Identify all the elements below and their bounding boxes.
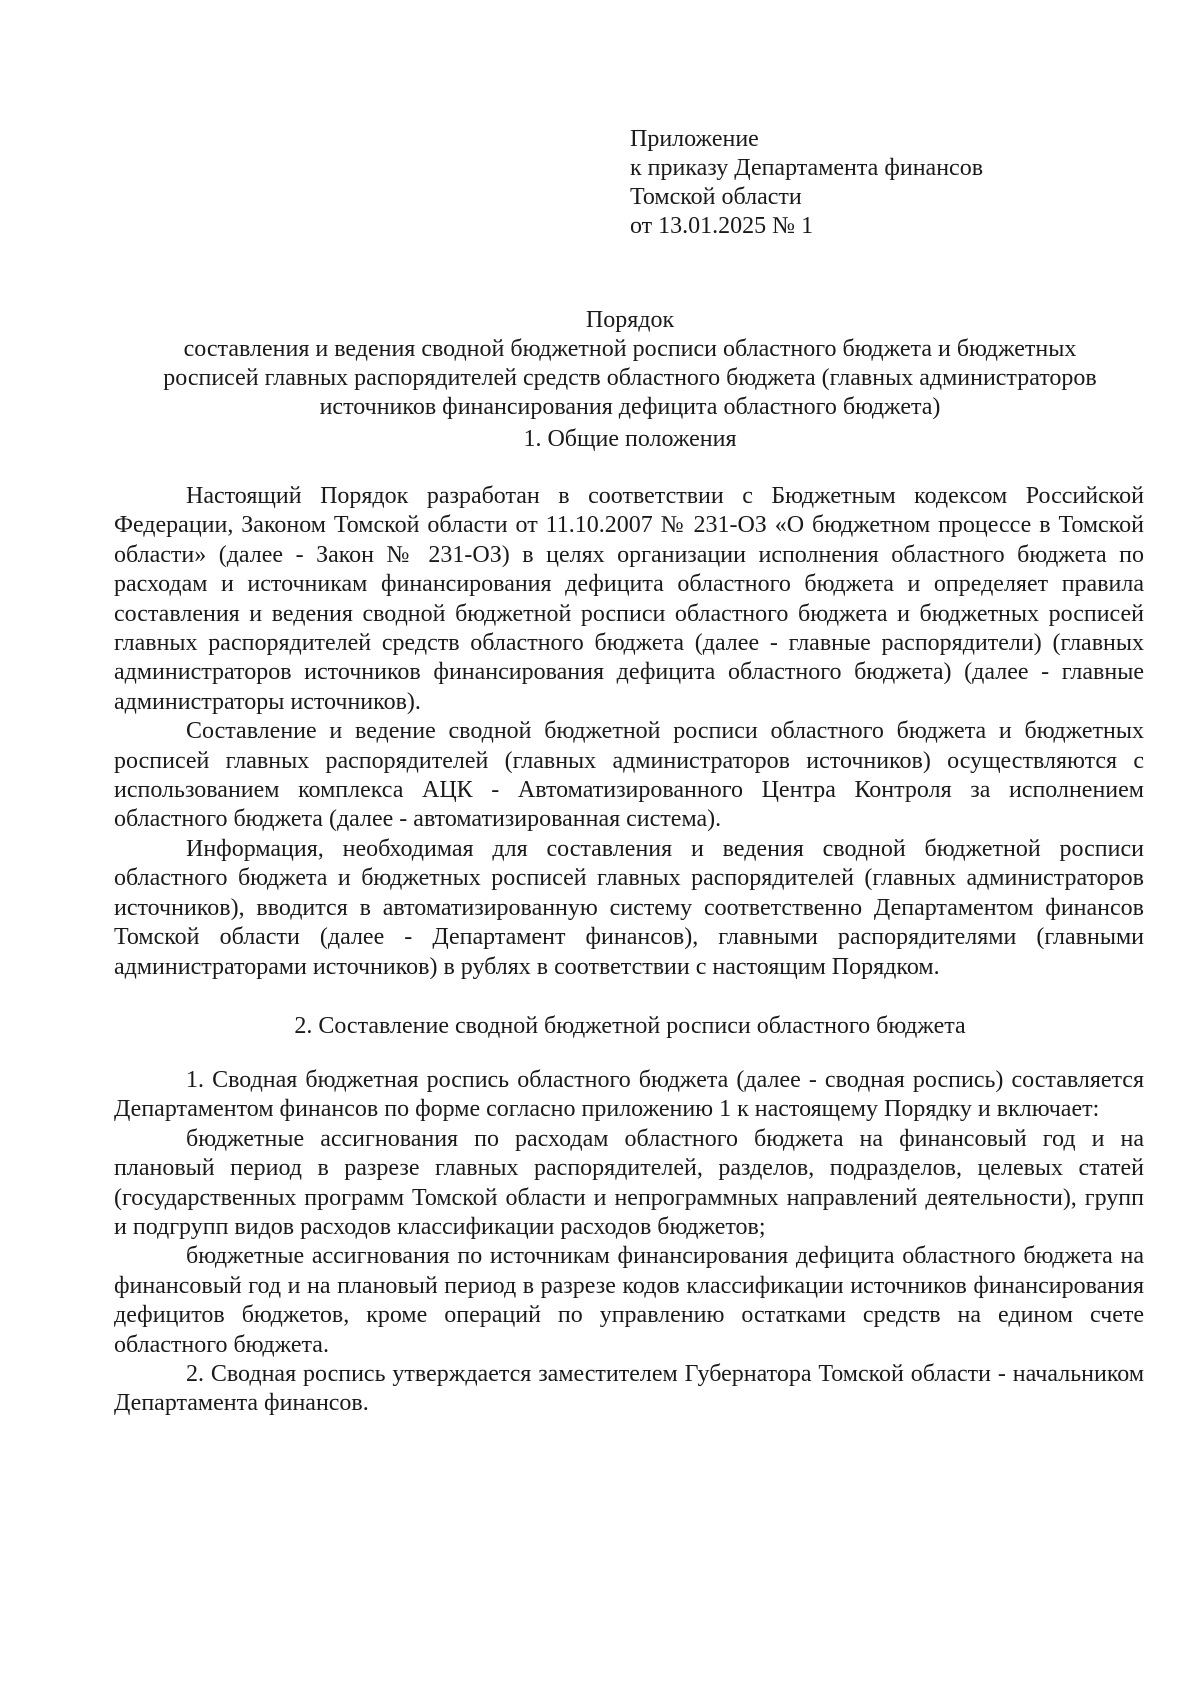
section-2-body — [114, 1066, 1144, 1419]
section-2-paragraph-1: 1. Сводная бюджетная роспись областного бюджета (далее - сводная роспись) составляется Департаментом финансов по форме согласно приложению 1 к настоящему Порядку и включает: — [114, 1067, 1144, 1123]
appendix-line-4: от 13.01.2025 № 1 — [630, 213, 814, 239]
appendix-block — [630, 125, 983, 241]
section-1-heading: 1. Общие положения — [523, 426, 737, 452]
section-2-heading: 2. Составление сводной бюджетной росписи областного бюджета — [294, 1013, 966, 1039]
appendix-line-1: Приложение — [630, 126, 759, 152]
title-line-4: источников финансирования дефицита областного бюджета) — [319, 394, 941, 420]
section-1-paragraph-2: Составление и ведение сводной бюджетной росписи областного бюджета и бюджетных росписей главных распорядителей (главных администраторов источников) осуществляются с использованием комплекса АЦК - Автоматизированного Центра Контроля за исполнением областного бюджета (далее - автоматизированная система). — [114, 718, 1144, 833]
title-line-1: Порядок — [585, 307, 675, 333]
document-title — [108, 306, 1152, 422]
section-1-paragraph-1: Настоящий Порядок разработан в соответствии с Бюджетным кодексом Российской Федерации, Законом Томской области от 11.10.2007 № 231-ОЗ «О бюджетном процессе в Томской области» (далее - Закон № 231-ОЗ) в целях организации исполнения областного бюджета по расходам и источникам финансирования дефицита областного бюджета и определяет правила составления и ведения сводной бюджетной росписи областного бюджета и бюджетных росписей главных распорядителей средств областного бюджета (далее - главные распорядители) (главных администраторов источников финансирования дефицита областного бюджета) (далее - главные администраторы источников). — [114, 483, 1144, 715]
section-1-body — [114, 482, 1144, 982]
appendix-line-2: к приказу Департамента финансов — [630, 155, 984, 181]
title-line-3: росписей главных распорядителей средств областного бюджета (главных администраторов — [163, 365, 1097, 391]
section-2-paragraph-3: бюджетные ассигнования по источникам финансирования дефицита областного бюджета на финансовый год и на плановый период в разрезе кодов классификации источников финансирования дефицитов бюджетов, кроме операций по управлению остатками средств на едином счете областного бюджета. — [114, 1243, 1144, 1358]
appendix-line-3: Томской области — [630, 184, 802, 210]
title-line-2: составления и ведения сводной бюджетной росписи областного бюджета и бюджетных — [183, 336, 1077, 362]
section-2-paragraph-2: бюджетные ассигнования по расходам областного бюджета на финансовый год и на плановый период в разрезе главных распорядителей, разделов, подразделов, целевых статей (государственных программ Томской области и непрограммных направлений деятельности), групп и подгрупп видов расходов классификации расходов бюджетов; — [114, 1125, 1144, 1241]
section-1-paragraph-3: Информация, необходимая для составления и ведения сводной бюджетной росписи областного бюджета и бюджетных росписей главных распорядителей (главных администраторов источников), вводится в автоматизированную систему соответственно Департаментом финансов Томской области (далее - Департамент финансов), главными распорядителями (главными администраторами источников) в рублях в соответствии с настоящим Порядком. — [114, 835, 1144, 980]
section-2-paragraph-4: 2. Сводная роспись утверждается заместителем Губернатора Томской области - начальником Департамента финансов. — [114, 1361, 1144, 1417]
